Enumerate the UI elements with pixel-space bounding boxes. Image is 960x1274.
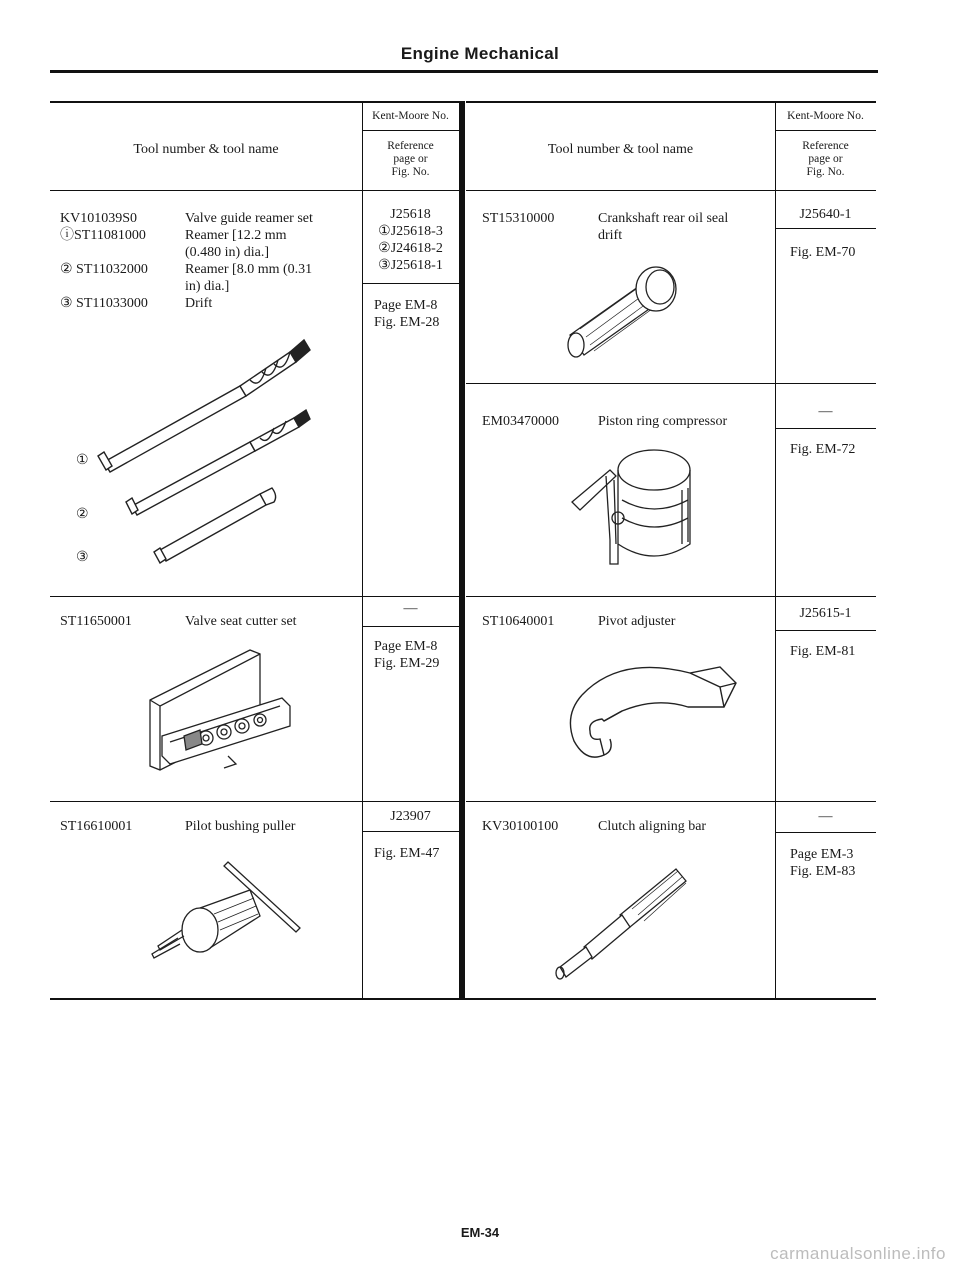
reference-header-line: Reference [387,140,434,152]
tool-number: ST15310000 [482,211,555,226]
tool-name-line: drift [598,228,623,243]
reference-header-line: Reference [802,140,849,152]
kent-moore-number: — [403,601,418,616]
tool-name-line: Clutch aligning bar [598,819,707,834]
kent-moore-cell [362,808,459,825]
reference-cell [790,244,855,261]
right-kent-col-line [775,101,776,999]
left-reference-header [362,140,459,179]
center-divider [459,101,465,999]
left-kent-header: Kent-Moore No. [372,110,449,122]
ring-compressor-illustration [570,440,710,590]
kent-moore-cell [775,808,876,825]
right-kent-split-1 [775,228,876,229]
reference-cell [374,638,439,672]
tool-number: KV101039S0 [60,211,138,226]
tool-name: Pilot bushing puller [185,819,296,834]
right-kent-split-3 [775,630,876,631]
callout-1: ① [76,453,89,468]
kent-moore-number: J23907 [390,809,431,824]
reference-line: Fig. EM-72 [790,442,856,457]
reference-line: Fig. EM-83 [790,864,856,879]
table-top-rule-right [466,101,876,103]
page-title: Engine Mechanical [400,44,560,63]
reference-cell [790,846,855,880]
tool-number: ST10640001 [482,614,555,629]
seal-drift-illustration [560,265,680,365]
tool-name-line: Piston ring compressor [598,414,728,429]
tool-name [598,613,675,630]
reference-line: Page EM-3 [790,847,854,862]
right-row-rule-2 [466,596,876,597]
reference-line: Page EM-8 [374,298,438,313]
tool-number: ⓘST11081000 [60,228,146,243]
reference-header-line: page or [393,153,428,165]
reamer-drift-illustration [90,330,330,590]
right-tool-header: Tool number & tool name [547,142,694,157]
tool-name: in) dia.] [185,279,230,294]
tool-name: Valve guide reamer set [185,211,313,226]
kent-moore-cell [775,403,876,420]
reference-cell [374,845,439,862]
tool-entry-valve-guide-reamer [60,210,360,312]
left-kent-split-3 [362,831,459,832]
reference-header-line: page or [808,153,843,165]
reference-cell [790,441,855,458]
left-kent-split-1 [362,283,459,284]
watermark: carmanualsonline.info [770,1244,946,1263]
reference-cell [374,297,439,331]
kent-moore-number: J25618 [390,207,431,222]
header-rule [50,70,878,73]
kent-moore-number: J25615-1 [799,606,852,621]
tool-name: Drift [185,296,213,311]
kent-moore-number: J25640-1 [799,207,852,222]
tool-name-line: Crankshaft rear oil seal [598,211,729,226]
kent-moore-number: ②J24618-2 [378,241,443,256]
left-row-rule-2 [50,801,459,802]
left-kent-subrule [362,130,459,131]
kent-moore-number: ①J25618-3 [378,224,443,239]
kent-moore-cell [775,605,876,622]
tool-name: Reamer [12.2 mm [185,228,287,243]
kent-moore-cell [362,206,459,274]
reference-line: Fig. EM-29 [374,656,440,671]
kent-moore-cell [775,206,876,223]
tool-number: ST11650001 [60,614,132,629]
table-top-rule-left [50,101,459,103]
right-kent-split-2 [775,428,876,429]
reference-line: Page EM-8 [374,639,438,654]
reference-line: Fig. EM-47 [374,846,440,861]
tool-number: ③ ST11033000 [60,296,148,311]
tool-name-line: Pivot adjuster [598,614,676,629]
tool-entry-pilot-bushing-puller [60,818,360,835]
tool-number: ② ST11032000 [60,262,148,277]
page-number: EM-34 [460,1225,500,1240]
kent-moore-cell [362,600,459,617]
pivot-adjuster-illustration [560,645,750,775]
tool-name: Valve seat cutter set [185,614,297,629]
right-row-rule-1 [466,383,876,384]
kent-moore-number: — [818,809,833,824]
tool-name [598,413,727,430]
right-kent-header: Kent-Moore No. [787,110,864,122]
tool-entry-valve-seat-cutter [60,613,360,630]
left-kent-split-2 [362,626,459,627]
tool-name [598,818,706,835]
reference-line: Fig. EM-81 [790,644,856,659]
left-tool-header: Tool number & tool name [133,142,279,157]
tool-name [598,210,728,244]
tool-number: EM03470000 [482,414,559,429]
clutch-bar-illustration [540,855,700,985]
right-kent-subrule [775,130,876,131]
right-kent-split-4 [775,832,876,833]
callout-2: ② [76,507,89,522]
reference-line: Fig. EM-70 [790,245,856,260]
callout-3: ③ [76,550,89,565]
tool-number: ST16610001 [60,819,133,834]
cutter-set-case-illustration [140,640,300,790]
left-header-rule [50,190,459,191]
reference-header-line: Fig. No. [806,166,845,178]
pilot-puller-illustration [140,858,320,978]
tool-name: Reamer [8.0 mm (0.31 [185,262,313,277]
right-reference-header [775,140,876,179]
right-row-rule-3 [466,801,876,802]
kent-moore-number: — [818,404,833,419]
reference-line: Fig. EM-28 [374,315,440,330]
tool-name: (0.480 in) dia.] [185,245,269,260]
right-header-rule [466,190,876,191]
left-row-rule-1 [50,596,459,597]
tool-number: KV30100100 [482,819,559,834]
kent-moore-number: ③J25618-1 [378,258,443,273]
reference-header-line: Fig. No. [391,166,430,178]
reference-cell [790,643,855,660]
